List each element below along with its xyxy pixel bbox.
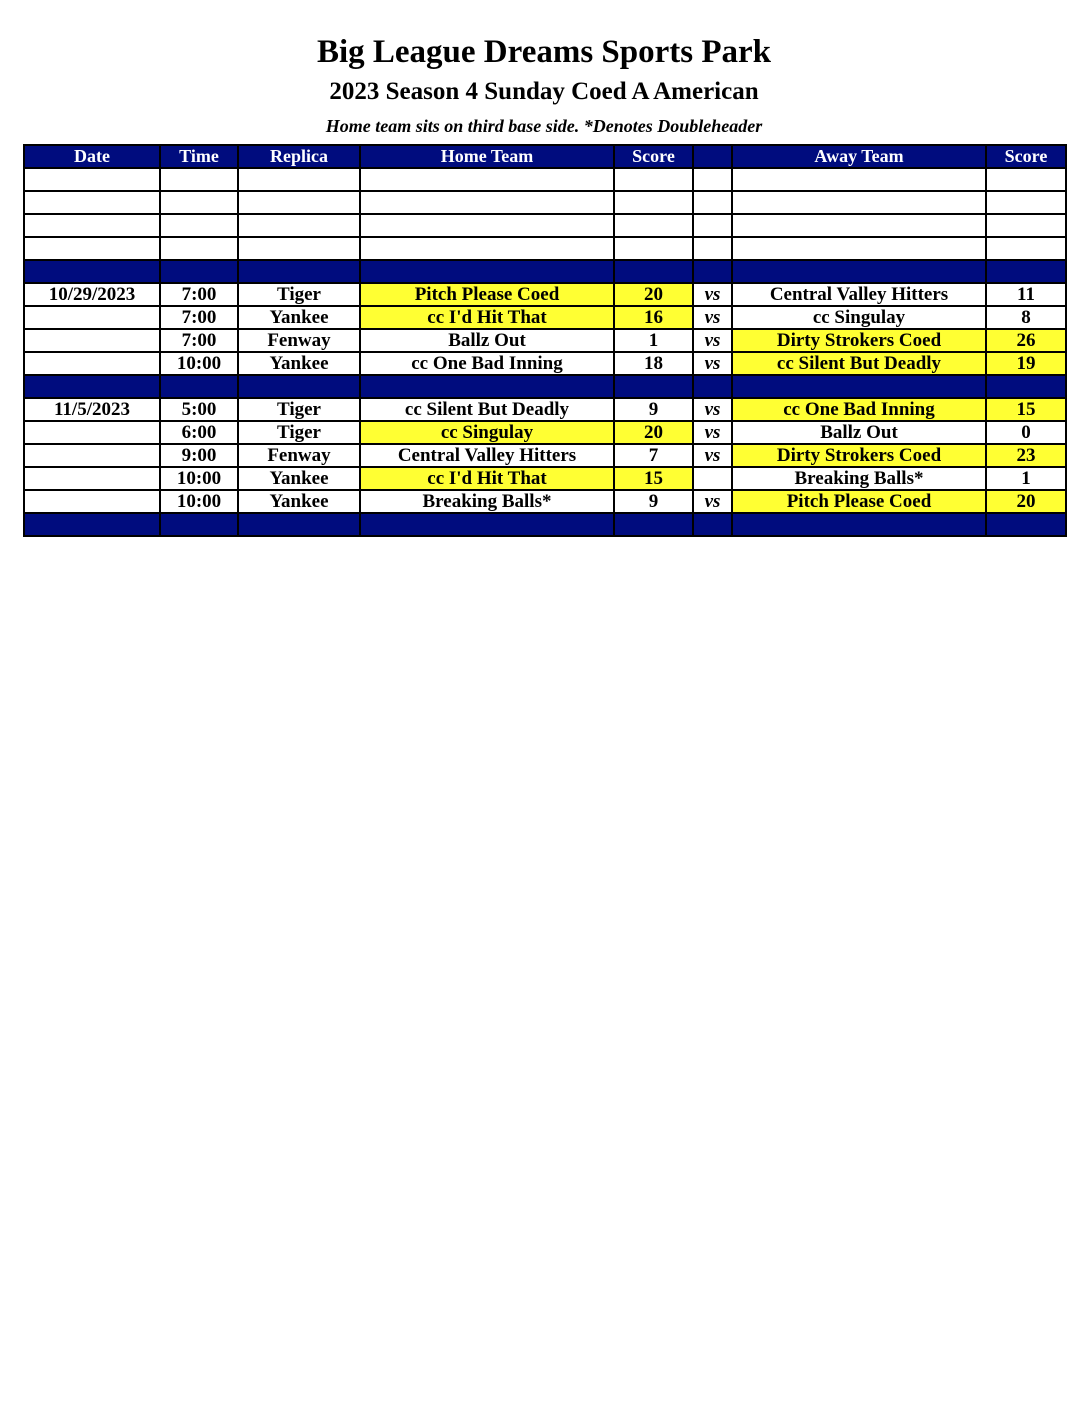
home-score-cell <box>614 375 693 398</box>
date-cell <box>24 306 160 329</box>
away-score-cell: 0 <box>986 421 1066 444</box>
date-cell <box>24 444 160 467</box>
replica-cell: Tiger <box>238 398 360 421</box>
time-cell <box>160 513 238 536</box>
away-score-cell: 19 <box>986 352 1066 375</box>
home-team-cell <box>360 375 614 398</box>
home-team-cell <box>360 260 614 283</box>
vs-cell <box>693 513 732 536</box>
col-vs <box>693 145 732 168</box>
blank-row <box>24 214 1066 237</box>
home-team-cell: cc One Bad Inning <box>360 352 614 375</box>
game-row <box>24 283 1066 306</box>
replica-cell <box>238 191 360 214</box>
time-cell <box>160 214 238 237</box>
col-home-team: Home Team <box>360 145 614 168</box>
away-team-cell: cc Silent But Deadly <box>732 352 986 375</box>
time-cell: 6:00 <box>160 421 238 444</box>
home-team-cell: cc I'd Hit That <box>360 306 614 329</box>
header-row <box>24 145 1066 168</box>
replica-cell: Tiger <box>238 283 360 306</box>
separator-row <box>24 260 1066 283</box>
away-score-cell <box>986 260 1066 283</box>
home-score-cell <box>614 237 693 260</box>
replica-cell <box>238 214 360 237</box>
replica-cell: Tiger <box>238 421 360 444</box>
vs-cell: vs <box>693 398 732 421</box>
home-score-cell: 7 <box>614 444 693 467</box>
time-cell: 7:00 <box>160 283 238 306</box>
replica-cell <box>238 513 360 536</box>
home-team-cell <box>360 237 614 260</box>
col-away-score: Score <box>986 145 1066 168</box>
replica-cell <box>238 260 360 283</box>
vs-cell: vs <box>693 444 732 467</box>
vs-cell <box>693 214 732 237</box>
vs-cell: vs <box>693 421 732 444</box>
schedule-table <box>23 144 1067 537</box>
home-team-cell: Pitch Please Coed <box>360 283 614 306</box>
replica-cell: Yankee <box>238 306 360 329</box>
home-score-cell: 1 <box>614 329 693 352</box>
home-score-cell: 9 <box>614 398 693 421</box>
away-team-cell <box>732 237 986 260</box>
time-cell: 7:00 <box>160 306 238 329</box>
home-score-cell <box>614 168 693 191</box>
page-title: Big League Dreams Sports Park <box>316 34 772 70</box>
col-date: Date <box>24 145 160 168</box>
away-score-cell <box>986 375 1066 398</box>
vs-cell: vs <box>693 306 732 329</box>
schedule-body <box>24 168 1066 536</box>
home-team-cell: cc Silent But Deadly <box>360 398 614 421</box>
home-score-cell <box>614 191 693 214</box>
date-cell <box>24 490 160 513</box>
separator-row <box>24 513 1066 536</box>
time-cell: 10:00 <box>160 467 238 490</box>
date-cell <box>24 237 160 260</box>
col-home-score: Score <box>614 145 693 168</box>
home-team-cell <box>360 191 614 214</box>
time-cell <box>160 260 238 283</box>
home-team-cell <box>360 168 614 191</box>
time-cell <box>160 237 238 260</box>
date-cell <box>24 214 160 237</box>
blank-row <box>24 191 1066 214</box>
replica-cell: Yankee <box>238 490 360 513</box>
away-score-cell: 1 <box>986 467 1066 490</box>
home-score-cell <box>614 214 693 237</box>
game-row <box>24 398 1066 421</box>
home-score-cell: 15 <box>614 467 693 490</box>
away-score-cell <box>986 214 1066 237</box>
away-team-cell <box>732 214 986 237</box>
away-score-cell: 11 <box>986 283 1066 306</box>
time-cell: 5:00 <box>160 398 238 421</box>
date-cell: 11/5/2023 <box>24 398 160 421</box>
col-time: Time <box>160 145 238 168</box>
blank-row <box>24 237 1066 260</box>
time-cell: 10:00 <box>160 490 238 513</box>
home-team-cell: cc I'd Hit That <box>360 467 614 490</box>
game-row <box>24 467 1066 490</box>
time-cell: 10:00 <box>160 352 238 375</box>
game-row <box>24 329 1066 352</box>
col-away-team: Away Team <box>732 145 986 168</box>
away-team-cell: Central Valley Hitters <box>732 283 986 306</box>
away-score-cell <box>986 168 1066 191</box>
replica-cell <box>238 237 360 260</box>
away-team-cell: Ballz Out <box>732 421 986 444</box>
home-score-cell: 20 <box>614 283 693 306</box>
vs-cell <box>693 260 732 283</box>
away-team-cell: Dirty Strokers Coed <box>732 329 986 352</box>
away-team-cell <box>732 375 986 398</box>
home-team-cell <box>360 214 614 237</box>
replica-cell: Fenway <box>238 329 360 352</box>
replica-cell: Fenway <box>238 444 360 467</box>
game-row <box>24 306 1066 329</box>
time-cell: 7:00 <box>160 329 238 352</box>
time-cell <box>160 375 238 398</box>
vs-cell: vs <box>693 352 732 375</box>
date-cell <box>24 421 160 444</box>
home-score-cell: 20 <box>614 421 693 444</box>
home-score-cell <box>614 513 693 536</box>
replica-cell <box>238 168 360 191</box>
date-cell <box>24 513 160 536</box>
date-cell <box>24 168 160 191</box>
home-team-cell: Breaking Balls* <box>360 490 614 513</box>
replica-cell <box>238 375 360 398</box>
game-row <box>24 352 1066 375</box>
away-score-cell: 23 <box>986 444 1066 467</box>
replica-cell: Yankee <box>238 467 360 490</box>
away-team-cell: Dirty Strokers Coed <box>732 444 986 467</box>
replica-cell: Yankee <box>238 352 360 375</box>
away-team-cell: Pitch Please Coed <box>732 490 986 513</box>
vs-cell <box>693 237 732 260</box>
away-score-cell: 20 <box>986 490 1066 513</box>
page-note: Home team sits on third base side. *Denotes Doubleheader <box>325 116 763 136</box>
away-score-cell: 15 <box>986 398 1066 421</box>
away-team-cell <box>732 513 986 536</box>
vs-cell: vs <box>693 329 732 352</box>
away-team-cell: Breaking Balls* <box>732 467 986 490</box>
away-team-cell: cc One Bad Inning <box>732 398 986 421</box>
vs-cell: vs <box>693 283 732 306</box>
date-cell <box>24 260 160 283</box>
page-subtitle: 2023 Season 4 Sunday Coed A American <box>329 78 759 105</box>
home-score-cell: 18 <box>614 352 693 375</box>
away-team-cell: cc Singulay <box>732 306 986 329</box>
home-team-cell: cc Singulay <box>360 421 614 444</box>
home-team-cell: Central Valley Hitters <box>360 444 614 467</box>
game-row <box>24 444 1066 467</box>
game-row <box>24 421 1066 444</box>
time-cell: 9:00 <box>160 444 238 467</box>
away-score-cell: 26 <box>986 329 1066 352</box>
separator-row <box>24 375 1066 398</box>
time-cell <box>160 191 238 214</box>
date-cell <box>24 329 160 352</box>
vs-cell <box>693 467 732 490</box>
blank-row <box>24 168 1066 191</box>
away-score-cell <box>986 237 1066 260</box>
home-team-cell: Ballz Out <box>360 329 614 352</box>
date-cell <box>24 375 160 398</box>
col-replica: Replica <box>238 145 360 168</box>
away-team-cell <box>732 191 986 214</box>
away-score-cell <box>986 513 1066 536</box>
date-cell <box>24 467 160 490</box>
home-score-cell: 9 <box>614 490 693 513</box>
vs-cell <box>693 191 732 214</box>
home-score-cell <box>614 260 693 283</box>
vs-cell: vs <box>693 490 732 513</box>
date-cell <box>24 352 160 375</box>
vs-cell <box>693 168 732 191</box>
home-score-cell: 16 <box>614 306 693 329</box>
away-team-cell <box>732 168 986 191</box>
date-cell <box>24 191 160 214</box>
time-cell <box>160 168 238 191</box>
vs-cell <box>693 375 732 398</box>
home-team-cell <box>360 513 614 536</box>
game-row <box>24 490 1066 513</box>
date-cell: 10/29/2023 <box>24 283 160 306</box>
away-score-cell: 8 <box>986 306 1066 329</box>
away-score-cell <box>986 191 1066 214</box>
away-team-cell <box>732 260 986 283</box>
